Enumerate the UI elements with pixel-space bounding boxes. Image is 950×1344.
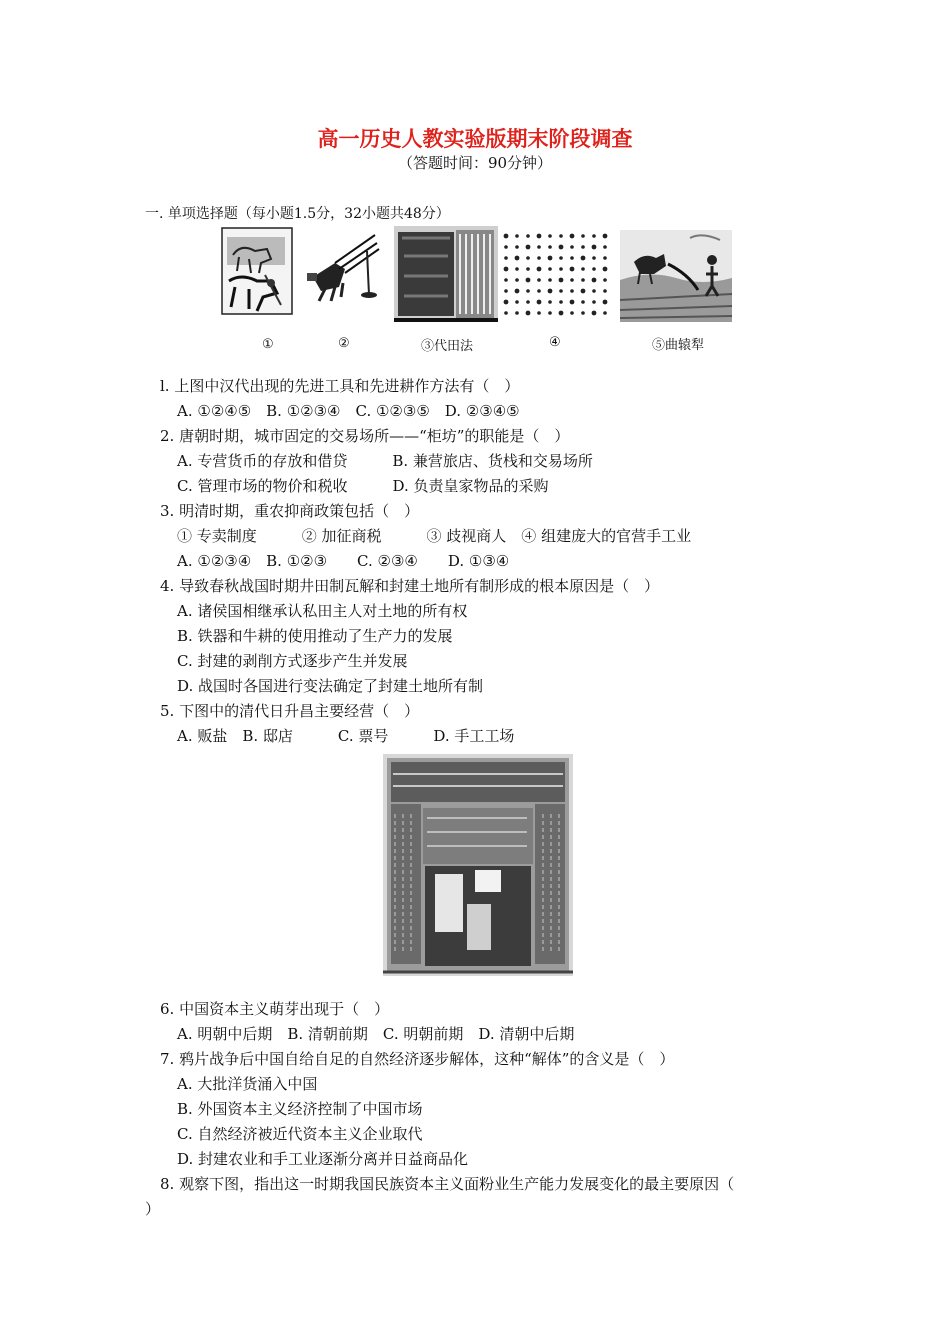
dot-mark [592,267,596,271]
question-7-option-a: A. 大批洋货涌入中国 [177,1075,318,1093]
dot-mark [526,256,530,260]
dot-mark [570,289,574,293]
dot-mark [526,300,530,304]
dot-mark [592,300,596,304]
dot-mark [515,289,520,294]
dot-mark [504,278,508,282]
question-2-options-row-2: C. 管理市场的物价和税收 D. 负责皇家物品的采购 [177,477,549,495]
figure-caption-4: ④ [549,335,561,350]
question-5-stem: 5. 下图中的清代日升昌主要经营（ ） [160,702,420,720]
dot-mark [592,234,596,238]
dot-mark [559,234,563,238]
dot-mark [603,234,608,239]
dot-mark [537,267,542,272]
question-3-stem: 3. 明清时期，重农抑商政策包括（ ） [160,502,420,520]
question-1-stem: l. 上图中汉代出现的先进工具和先进耕作方法有（ ） [160,377,520,395]
question-4-option-b: B. 铁器和牛耕的使用推动了生产力的发展 [177,627,453,645]
dot-mark [548,267,552,271]
dot-mark [603,256,607,260]
question-4-option-d: D. 战国时各国进行变法确定了封建土地所有制 [177,677,484,695]
question-7-option-c: C. 自然经济被近代资本主义企业取代 [177,1125,423,1143]
question-8-stem-tail: ） [145,1200,161,1218]
dot-mark [504,245,508,249]
dot-mark [526,289,530,293]
dot-mark [537,300,542,305]
dot-mark [570,245,574,249]
dot-mark [581,278,585,282]
dot-mark [504,300,509,305]
dot-mark [537,289,541,293]
dot-mark [603,267,608,272]
image-1-ox-plough [221,227,293,315]
dot-mark [570,278,574,282]
dot-mark [592,256,596,260]
dot-mark [526,278,531,283]
dot-mark [559,267,563,271]
dot-mark [581,267,585,271]
dot-mark [603,245,607,249]
question-1-options: A. ①②④⑤ B. ①②③④ C. ①②③⑤ D. ②③④⑤ [177,402,520,420]
image-rishengchang-shop [383,754,573,976]
dot-mark [559,256,563,260]
dot-mark [559,278,564,283]
dot-mark [570,267,575,272]
dot-mark [603,289,607,293]
dot-mark [548,234,552,238]
dot-mark [515,256,520,261]
image-4-dot-pattern [500,230,610,320]
image-2-seed-drill [305,233,385,305]
dot-mark [537,245,541,249]
section-heading: 一. 单项选择题（每小题1.5分，32小题共48分） [145,206,450,222]
dot-mark [537,256,541,260]
dot-mark [515,245,519,249]
dot-mark [548,289,553,294]
question-6-stem: 6. 中国资本主义萌芽出现于（ ） [160,1000,390,1018]
dot-mark [603,300,608,305]
dot-mark [515,267,519,271]
dot-mark [548,278,552,282]
page-title: 高一历史人教实验版期末阶段调查 [317,126,633,151]
figure-caption-2: ② [338,336,350,351]
dot-mark [504,256,508,260]
question-5-options: A. 贩盐 B. 邸店 C. 票号 D. 手工工场 [177,727,515,745]
dot-mark [526,234,530,238]
question-8-stem: 8. 观察下图，指出这一时期我国民族资本主义面粉业生产能力发展变化的最主要原因（ [160,1175,735,1193]
dot-mark [592,311,597,316]
figure-caption-1: ① [262,337,274,352]
image-3-daitian-field [394,226,498,322]
question-7-option-b: B. 外国资本主义经济控制了中国市场 [177,1100,423,1118]
dot-mark [592,245,597,250]
dot-mark [526,267,530,271]
dot-mark [581,300,585,304]
dot-mark [570,234,575,239]
dot-mark [570,311,574,315]
question-6-options: A. 明朝中后期 B. 清朝前期 C. 明朝前期 D. 清朝中后期 [177,1025,575,1043]
dot-mark [581,289,586,294]
dot-mark [548,311,552,315]
dot-mark [581,311,585,315]
dot-mark [537,234,542,239]
dot-mark [548,245,552,249]
figure-caption-5: ⑤曲辕犁 [652,338,705,353]
question-2-stem: 2. 唐朝时期，城市固定的交易场所——“柜坊”的职能是（ ） [160,427,570,445]
dot-mark [515,300,519,304]
question-2-options-row-1: A. 专营货币的存放和借贷 B. 兼营旅店、货栈和交易场所 [177,452,593,470]
dot-mark [603,311,607,315]
dot-mark [526,311,531,316]
dot-mark [559,311,564,316]
question-4-option-c: C. 封建的剥削方式逐步产生并发展 [177,652,408,670]
question-3-items: ① 专卖制度 ② 加征商税 ③ 歧视商人 ④ 组建庞大的官营手工业 [177,527,692,545]
question-7-stem: 7. 鸦片战争后中国自给自足的自然经济逐步解体，这种“解体”的含义是（ ） [160,1050,675,1068]
dot-mark [581,245,585,249]
figure-caption-3: ③代田法 [421,339,474,354]
question-4-stem: 4. 导致春秋战国时期井田制瓦解和封建土地所有制形成的根本原因是（ ） [160,577,660,595]
dot-mark [581,256,586,261]
dot-mark [603,278,607,282]
dot-mark [504,234,509,239]
dot-mark [504,289,508,293]
question-4-option-a: A. 诸侯国相继承认私田主人对土地的所有权 [177,602,468,620]
dot-mark [570,256,574,260]
dot-mark [592,278,597,283]
dot-mark [592,289,596,293]
page-subtitle: （答题时间：90分钟） [397,154,553,172]
dot-mark [515,311,519,315]
image-5-curved-shaft-plough [620,230,732,322]
dot-mark [515,234,519,238]
dot-mark [559,300,563,304]
dot-mark [537,278,541,282]
dot-mark [537,311,541,315]
question-7-option-d: D. 封建农业和手工业逐渐分离并日益商品化 [177,1150,469,1168]
dot-mark [526,245,531,250]
dot-mark [515,278,519,282]
dot-mark [581,234,585,238]
dot-mark [570,300,575,305]
dot-mark [559,289,563,293]
dot-mark [559,245,564,250]
dot-mark [548,300,552,304]
dot-mark [504,267,509,272]
dot-mark [504,311,508,315]
question-3-options: A. ①②③④ B. ①②③ C. ②③④ D. ①③④ [177,552,510,570]
dot-mark [548,256,553,261]
